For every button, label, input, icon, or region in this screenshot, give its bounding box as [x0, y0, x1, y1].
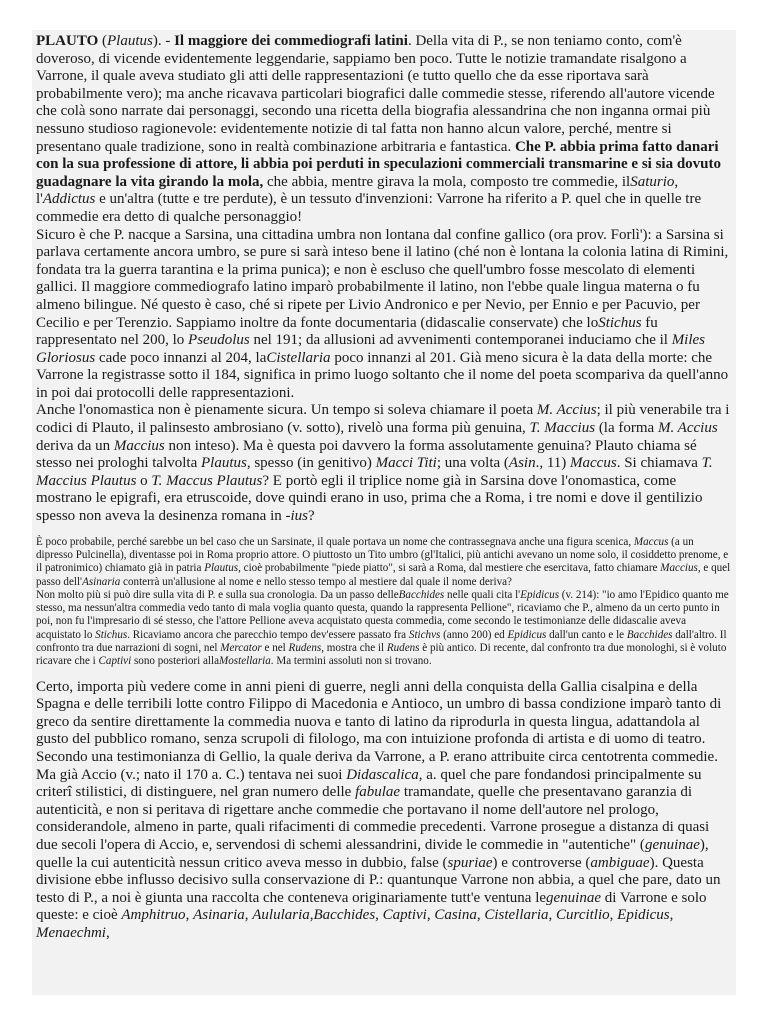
entry-title: PLAUTO — [36, 33, 99, 49]
note-paragraph-chronology: Non molto più si può dire sulla vita di P. e sulla sua cronologia. Da un passo delleBacchides nelle quali cita l'Epidicus (v. 214): "io amo l'Epidico quanto me stesso, ma nessun'altra commedia vedo tanto di mala voglia quanto questa, quando la rappresenta Pellione", ricaviamo che P., almeno da un certo punto in poi, non fu l'impresario di sé stesso, che l'attore Pellione aveva acquistato questa commedia, come secondo le testimonianze delle didascalie aveva acquistato lo Stichus. Ricaviamo ancora che parecchio tempo dev'essere passato fra Stichvs (anno 200) ed Epidicus dall'un canto e le Bacchides dall'altro. Il confronto tra due narrazioni di sogni, nel Mercator e nel Rudens, mostra che il Rudens è più antico. Di recente, dal confronto tra due monologhi, si è voluto ricavare che i Captivi sono posteriori allaMostellaria. Ma termini assoluti non si trovano. — [36, 588, 729, 668]
onomastics-paragraph: Anche l'onomastica non è pienamente sicura. Un tempo si soleva chiamare il poeta M. Accius; il più venerabile tra i codici di Plauto, il palinsesto ambrosiano (v. sotto), rivelò una forma più genuina, T. Maccius (la forma M. Accius deriva da un Maccius non inteso). Ma è questa poi davvero la forma assolutamente genuina? Plauto chiama sé stesso nei prologhi talvolta Plautus, spesso (in genitivo) Macci Titi; una volta (Asin., 11) Maccus. Si chiamava T. Maccius Plautus o T. Maccus Plautus? E portò egli il triplice nome già in Sarsina dove l'onomastica, come mostrano le epigrafi, era etruscoide, dove quindi erano in uso, prima che a Roma, i tre nomi e dove il gentilizio spesso non aveva la desinenza romana in -ius? — [36, 402, 730, 525]
corpus-paragraph: Secondo una testimonianza di Gellio, la quale deriva da Varrone, a P. erano attribuite circa centotrenta commedie. Ma già Accio (v.; nato il 170 a. C.) tentava nei suoi Didascalica, a. quel che pare fondandosi principalmente su criterî stilistici, di distinguere, nel gran numero delle fabulae tramandate, quelle che presentavano garanzia di autenticità, e non si peritava di rigettare anche commedie che portavano il nome dell'autore nel prologo, considerandole, almeno in parte, quali rifacimenti di commedie precedenti. Varrone prosegue a distanza di quasi due secoli l'opera di Accio, e, servendosi di schemi alessandrini, divide le commedie in "autentiche" (genuinae), quelle la cui autenticità nessun critico aveva messo in dubbio, false (spuriae) e controverse (ambiguae). Questa divisione ebbe influsso decisivo sulla conservazione di P.: quantunque Varrone non abbia, a quel che pare, dato un testo di P., a noi è giunta una raccolta che conteneva originariamente tutt'e ventuna legenuinae di Varrone e solo queste: e cioè Amphitruo, Asinaria, Aulularia,Bacchides, Captivi, Casina, Cistellaria, Curcitlio, Epidicus, Menaechmi, — [36, 748, 721, 941]
small-print-note — [36, 536, 732, 669]
entry-latin-name: Plautus — [106, 33, 153, 49]
context-paragraph: Certo, importa più vedere come in anni pieni di guerre, negli anni della conquista della Gallia cisalpina e della Spagna e delle terribili lotte contro Filippo di Macedonia e Antioco, un umbro di bassa condizione imparò tanto di greco da sentire direttamente la commedia nuova e tanto di latino da riprodurla in questa lingua, adattandola al gusto del pubblico romano, senza scrupoli di filologo, ma con intuizione profonda di artista e di uomo di teatro. — [36, 678, 722, 748]
birthplace-paragraph: Sicuro è che P. nacque a Sarsina, una cittadina umbra non lontana dal confine gallico (ora prov. Forlì'): a Sarsina si parlava certamente ancora umbro, se pure si sarà inteso bene il latino (ché non è lontana la colonia latina di Rimini, fondata tra la guerra tarantina e la prima punica); e non è escluso che quell'umbro fosse mescolato di elementi gallici. Il maggiore commediografo latino imparò probabilmente il latino, non l'ebbe quale lingua materna o fu almeno bilingue. Né questo è caso, ché si ripete per Livio Andronico e per Nevio, per Ennio e per Pacuvio, per Cecilio e per Terenzio. Sappiamo inoltre da fonte documentaria (didascalie conservate) che loStichus fu rappresentato nel 200, lo Pseudolus nel 191; da allusioni ad avvenimenti contemporanei induciamo che il Miles Gloriosus cade poco innanzi al 204, laCistellaria poco innanzi al 201. Già meno sicura è la data della morte: che Varrone la registrasse sotto il 184, significa in primo luogo soltanto che il nome del poeta scompariva da quell'anno in poi dai protocolli delle rappresentazioni. — [36, 226, 729, 401]
note-paragraph-name: È poco probabile, perché sarebbe un bel caso che un Sarsinate, il quale portava un nome che contrassegnava anche una figura scenica, Maccus (a un dipresso Pulcinella), diventasse poi in Roma proprio attore. O piuttosto un Tito umbro (gl'Italici, più antichi avevano un nome solo, il cosiddetto prenome, e il patronimico) chiamato già in patria Plautus, cioè probabilmente "piede piatto", si sarà a Roma, dal mestiere che esercitava, fatto chiamare Maccius, e quel passo dell'Asinaria conterrà un'allusione al nome e nello stesso tempo al mestiere dal quale il nome deriva? — [36, 535, 731, 588]
document-page — [32, 30, 736, 995]
entry-subtitle: Il maggiore dei commediografi latini — [174, 33, 408, 49]
intro-paragraph: PLAUTO (Plautus). - Il maggiore dei commediografi latini. Della vita di P., se non teniamo conto, com'è doveroso, di vicende evidentemente leggendarie, sappiamo ben poco. Tutte le notizie tramandate risalgono a Varrone, il quale aveva studiato gli atti delle rappresentazioni (e tutto quello che da esse riportava sarà probabilmente vero); ma anche ricavava particolari biografici dalle commedie stesse, riferendo all'autore vicende che colà sono narrate dai personaggi, secondo una ricetta della biografia alessandrina che non inganna ormai più nessuno studioso ragionevole: evidentemente notizie di tal fatta non hanno alcun valore, perché, mentre si presentano quale tradizione, sono in realtà combinazione arbitraria e fantastica. Che P. abbia prima fatto danari con la sua professione di attore, li abbia poi perduti in speculazioni commerciali transmarine e si sia dovuto guadagnare la vita girando la mola, che abbia, mentre girava la mola, composto tre commedie, ilSaturio, l'Addictus e un'altra (tutte e tre perdute), è un tessuto d'invenzioni: Varrone ha riferito a P. quel che in quelle tre commedie era detto di qualche personaggio! — [36, 33, 722, 225]
bold-passage: Che P. abbia prima fatto danari con la sua professione di attore, li abbia poi perduti in speculazioni commerciali transmarine e si sia dovuto guadagnare la vita girando la mola, — [36, 138, 722, 190]
